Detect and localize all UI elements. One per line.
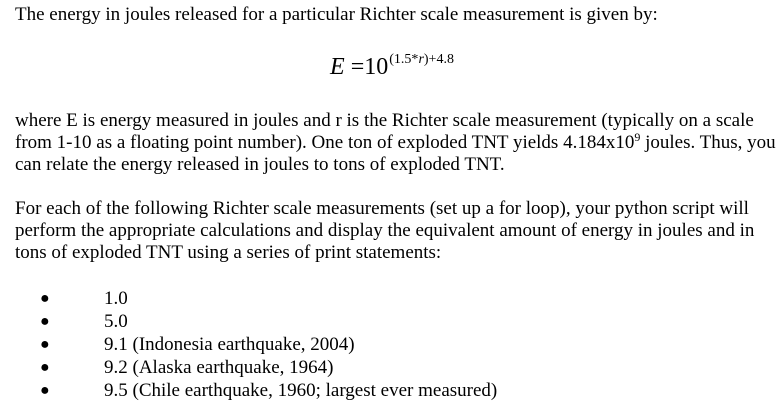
list-item [0,310,784,333]
measurement-list [0,287,784,402]
list-item-text: 5.0 [104,311,128,332]
formula-equals: = [350,54,365,80]
task-paragraph: For each of the following Richter scale measurements (set up a for loop), your python script will perform the appropriate calculations and display the equivalent amount of energy in joules and in tons of exploded TNT using a series of print statements: [15,198,755,263]
list-item [0,287,784,310]
list-item-text: 9.5 (Chile earthquake, 1960; largest ever measured) [104,380,498,401]
bullet-icon: ● [40,336,50,353]
where-text-before: where E is energy measured in joules and r is the Richter scale measurement (typically on a scale from 1-10 as a floating point number). One ton of exploded TNT yields 4.184x10 [15,110,754,153]
formula-exp-var: r [418,52,424,67]
formula-exponent [389,52,454,67]
exponent-superscript: 9 [634,130,641,144]
bullet-icon: ● [40,313,50,330]
intro-paragraph: The energy in joules released for a particular Richter scale measurement is given by: [15,4,658,25]
where-text-after: joules. Thus, you can relate the energy released in joules to tons of exploded TNT. [15,132,776,175]
list-item-text: 9.2 (Alaska earthquake, 1964) [104,357,334,378]
bullet-icon: ● [40,382,50,399]
formula-exp-close: )+4.8 [423,52,454,67]
formula-base: 10 [364,54,389,80]
list-item [0,333,784,356]
bullet-icon: ● [40,359,50,376]
energy-formula [0,52,784,86]
bullet-icon: ● [40,290,50,307]
list-item [0,356,784,379]
list-item-text: 9.1 (Indonesia earthquake, 2004) [104,334,355,355]
list-item-text: 1.0 [104,288,128,309]
where-paragraph [15,110,780,176]
list-item [0,379,784,402]
formula-exp-open: (1.5* [389,52,419,67]
formula-lhs: E [330,54,345,80]
